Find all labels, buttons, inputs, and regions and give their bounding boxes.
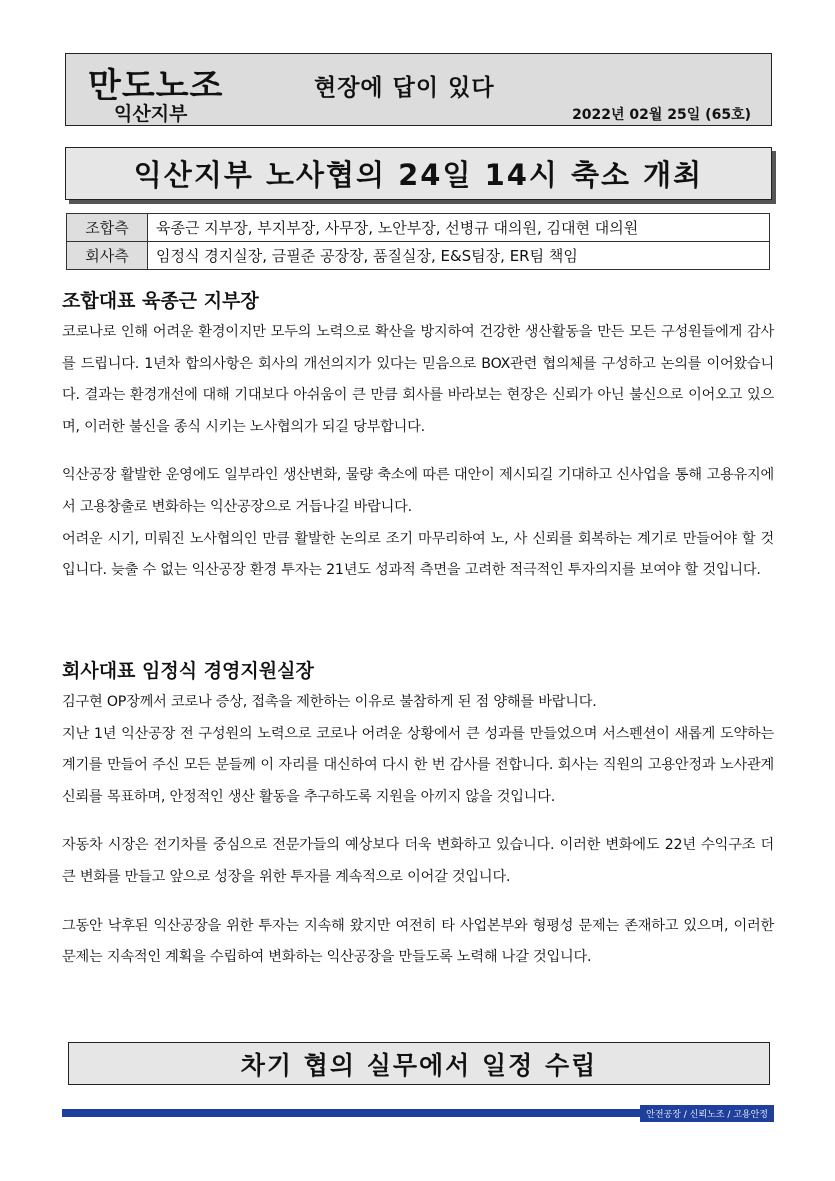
table-row — [67, 242, 770, 270]
slogan: 현장에 답이 있다 — [314, 75, 495, 101]
footer-tagline: 안전공장 / 신뢰노조 / 고용안정 — [640, 1105, 774, 1122]
attendees-table — [66, 213, 770, 270]
table-row — [67, 214, 770, 242]
footer-bar — [62, 1109, 774, 1120]
paragraph: 어려운 시기, 미뤄진 노사협의인 만큼 활발한 논의로 조기 마무리하여 노, 사 신뢰를 회복하는 계기로 만들어야 할 것입니다. 늦출 수 없는 익산공장 환경 투자는 21년도 성과적 측면을 고려한 적극적인 투자의지를 보여야 할 것입니다. — [62, 530, 774, 579]
attendee-side-label: 회사측 — [67, 242, 148, 270]
paragraph: 코로나로 인해 어려운 환경이지만 모두의 노력으로 확산을 방지하여 건강한 생산활동을 만든 모든 구성원들에게 감사를 드립니다. 1년차 합의사항은 회사의 개선의지가 있다는 믿음으로 BOX관련 협의체를 구성하고 논의를 이어왔습니다. 결과는 환경개선에 대해 기대보다 아쉬움이 큰 만큼 회사를 바라보는 현장은 신뢰가 아닌 불신으로 이어오고 있으며, 이러한 불신을 종식 시키는 노사협의가 되길 당부합니다. — [62, 324, 774, 435]
attendee-list: 임정식 경지실장, 금필준 공장장, 품질실장, E&S팀장, ER팀 책임 — [148, 242, 770, 270]
footer-title: 차기 협의 실무에서 일정 수립 — [240, 1050, 598, 1080]
paragraph: 그동안 낙후된 익산공장을 위한 투자는 지속해 왔지만 여전히 타 사업본부와 형평성 문제는 존재하고 있으며, 이러한 문제는 지속적인 계획을 수립하여 변화하는 익산공장을 만들도록 노력해 나갈 것입니다. — [62, 917, 774, 966]
section-heading: 조합대표 육종근 지부장 — [62, 290, 259, 312]
union-name: 만도노조 — [88, 66, 224, 106]
paragraph: 지난 1년 익산공장 전 구성원의 노력으로 코로나 어려운 상황에서 큰 성과를 만들었으며 서스펜션이 새롭게 도약하는 계기를 만들어 주신 모든 분들께 이 자리를 대신하여 다시 한 번 감사를 전합니다. 회사는 직원의 고용안정과 노사관계 신뢰를 목표하며, 안정적인 생산 활동을 추구하도록 지원을 아끼지 않을 것입니다. — [62, 725, 774, 805]
headline: 익산지부 노사협의 24일 14시 축소 개최 — [133, 158, 704, 192]
paragraph: 익산공장 활발한 운영에도 일부라인 생산변화, 물량 축소에 따른 대안이 제시되길 기대하고 신사업을 통해 고용유지에서 고용창출로 변화하는 익산공장으로 거듭나길 바랍니다. — [62, 467, 774, 515]
headline-box — [65, 147, 772, 200]
company-section — [62, 659, 774, 974]
paragraph: 김구현 OP장께서 코로나 증상, 접촉을 제한하는 이유로 불참하게 된 점 양해를 바랍니다. — [62, 694, 597, 710]
branch-name: 익산지부 — [114, 103, 188, 125]
paragraph: 자동차 시장은 전기차를 중심으로 전문가들의 예상보다 더욱 변화하고 있습니다. 이러한 변화에도 22년 수익구조 더 큰 변화를 만들고 앞으로 성장을 위한 투자를 계속적으로 이어갈 것입니다. — [62, 837, 774, 885]
footer-banner — [68, 1042, 770, 1085]
attendee-side-label: 조합측 — [67, 214, 148, 242]
section-heading: 회사대표 임정식 경영지원실장 — [62, 660, 314, 682]
attendee-list: 육종근 지부장, 부지부장, 사무장, 노안부장, 선병규 대의원, 김대현 대의원 — [148, 214, 770, 242]
union-section — [62, 289, 774, 587]
newsletter-header — [65, 53, 772, 126]
issue-date: 2022년 02월 25일 (65호) — [572, 107, 751, 123]
